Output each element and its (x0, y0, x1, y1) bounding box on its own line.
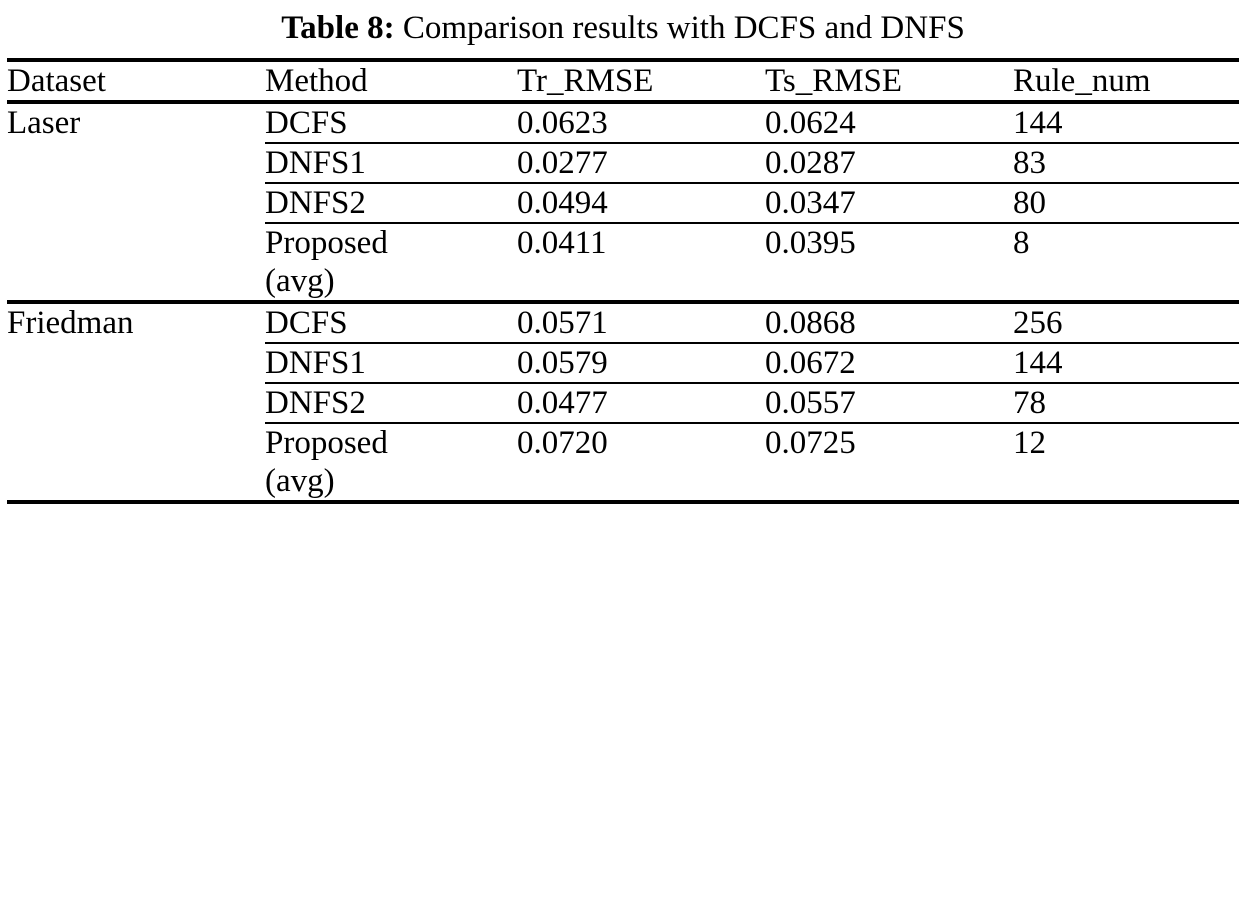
rule-num-cell: 256 (1013, 302, 1239, 343)
table-header-row (7, 60, 1239, 102)
table-bottom-rule (7, 502, 1239, 512)
ts-rmse-cell: 0.0347 (765, 183, 1013, 223)
rule-num-cell: 8 (1013, 223, 1239, 302)
method-cell: DNFS1 (265, 143, 517, 183)
ts-rmse-cell: 0.0624 (765, 105, 856, 141)
ts-rmse-cell: 0.0868 (765, 302, 1013, 343)
column-header-method: Method (265, 60, 517, 102)
method-name: Proposed (265, 425, 388, 461)
ts-rmse-cell: 0.0287 (765, 143, 1013, 183)
tr-rmse-cell: 0.0623 (517, 105, 608, 141)
table-caption-text: Comparison results with DCFS and DNFS (402, 10, 965, 46)
method-cell (265, 223, 517, 302)
table-caption (0, 0, 1246, 58)
table-row (7, 102, 1239, 143)
rule-num-cell: 144 (1013, 105, 1063, 141)
comparison-results-table (7, 58, 1239, 512)
ts-rmse-cell: 0.0725 (765, 423, 1013, 502)
tr-rmse-cell: 0.0720 (517, 423, 765, 502)
method-cell: DCFS (265, 105, 348, 141)
method-cell: DNFS2 (265, 183, 517, 223)
tr-rmse-cell: 0.0277 (517, 143, 765, 183)
column-header-rule-num: Rule_num (1013, 60, 1239, 102)
rule-num-cell: 83 (1013, 143, 1239, 183)
ts-rmse-cell: 0.0395 (765, 223, 1013, 302)
method-name: Proposed (265, 225, 388, 261)
rule-num-cell: 12 (1013, 423, 1239, 502)
rule-num-cell: 144 (1013, 343, 1239, 383)
method-cell: DCFS (265, 302, 517, 343)
table-caption-label: Table 8: (281, 10, 395, 46)
method-cell: DNFS2 (265, 383, 517, 423)
column-header-ts-rmse: Ts_RMSE (765, 60, 1013, 102)
tr-rmse-cell: 0.0579 (517, 343, 765, 383)
method-cell (265, 423, 517, 502)
dataset-label-friedman: Friedman (7, 302, 265, 502)
method-qualifier: (avg) (265, 463, 335, 499)
tr-rmse-cell: 0.0494 (517, 183, 765, 223)
tr-rmse-cell: 0.0477 (517, 383, 765, 423)
method-cell: DNFS1 (265, 343, 517, 383)
ts-rmse-cell: 0.0557 (765, 383, 1013, 423)
method-qualifier: (avg) (265, 263, 335, 299)
ts-rmse-cell: 0.0672 (765, 343, 1013, 383)
dataset-label-laser: Laser (7, 105, 81, 141)
tr-rmse-cell: 0.0411 (517, 223, 765, 302)
table-row (7, 302, 1239, 343)
tr-rmse-cell: 0.0571 (517, 302, 765, 343)
column-header-tr-rmse: Tr_RMSE (517, 60, 765, 102)
rule-num-cell: 78 (1013, 383, 1239, 423)
rule-num-cell: 80 (1013, 183, 1239, 223)
column-header-dataset: Dataset (7, 60, 265, 102)
